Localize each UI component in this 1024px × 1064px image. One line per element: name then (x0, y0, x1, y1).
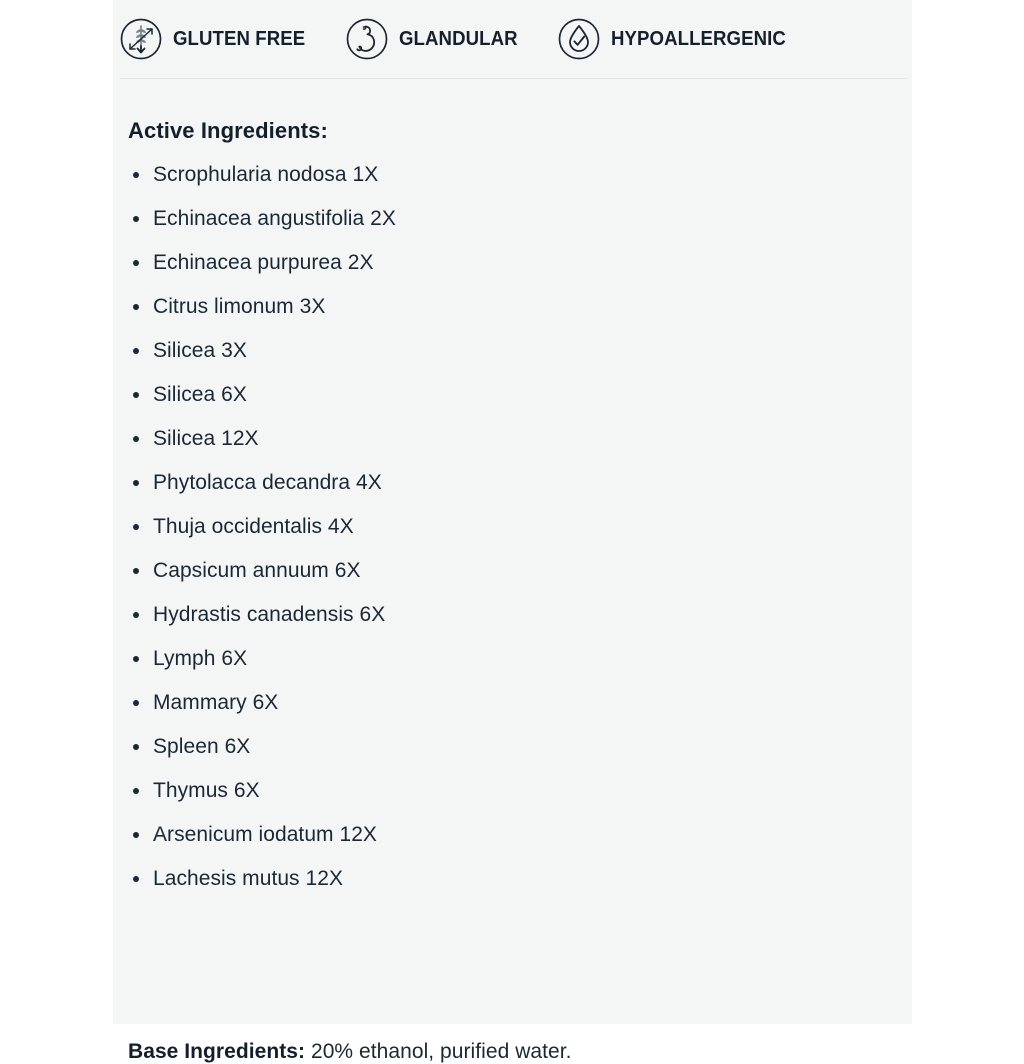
ingredient-list-item: Thuja occidentalis 4X (128, 505, 888, 549)
base-ingredients-value: 20% ethanol, purified water. (310, 1040, 572, 1063)
ingredient-list-item: Thymus 6X (128, 769, 888, 813)
ingredient-list-item: Phytolacca decandra 4X (128, 461, 888, 505)
ingredients-section (120, 78, 906, 1063)
active-ingredients-heading: Active Ingredients: (128, 118, 328, 143)
ingredient-list-item: Echinacea angustifolia 2X (128, 197, 888, 241)
ingredient-list-item: Silicea 6X (128, 373, 888, 417)
badge-label: GLUTEN FREE (173, 27, 306, 50)
droplet-check-icon (556, 16, 602, 62)
ingredient-list-item: Silicea 3X (128, 329, 888, 373)
badge-gluten-free (118, 0, 315, 78)
product-info-panel (113, 0, 912, 1063)
certification-badge-strip (113, 0, 912, 78)
ingredient-list-item: Capsicum annuum 6X (128, 549, 888, 593)
ingredient-list-item: Lachesis mutus 12X (128, 857, 888, 901)
badge-glandular (344, 0, 527, 78)
ingredient-list-item: Scrophularia nodosa 1X (128, 153, 888, 197)
badge-hypoallergenic (556, 0, 799, 78)
ingredient-list-item: Echinacea purpurea 2X (128, 241, 888, 285)
ingredient-list-item: Citrus limonum 3X (128, 285, 888, 329)
badge-label: HYPOALLERGENIC (610, 27, 786, 50)
ingredient-list-item: Silicea 12X (128, 417, 888, 461)
ingredient-list-item: Spleen 6X (128, 725, 888, 769)
base-ingredients-label: Base Ingredients: (128, 1040, 306, 1063)
ingredient-list-item: Arsenicum iodatum 12X (128, 813, 888, 857)
wheat-crossed-icon (118, 16, 164, 62)
ingredient-list-item: Hydrastis canadensis 6X (128, 593, 888, 637)
base-ingredients-line (128, 1040, 572, 1064)
active-ingredients-list (128, 153, 888, 901)
badge-label: GLANDULAR (399, 27, 518, 50)
stomach-icon (344, 16, 390, 62)
ingredient-list-item: Lymph 6X (128, 637, 888, 681)
ingredient-list-item: Mammary 6X (128, 681, 888, 725)
